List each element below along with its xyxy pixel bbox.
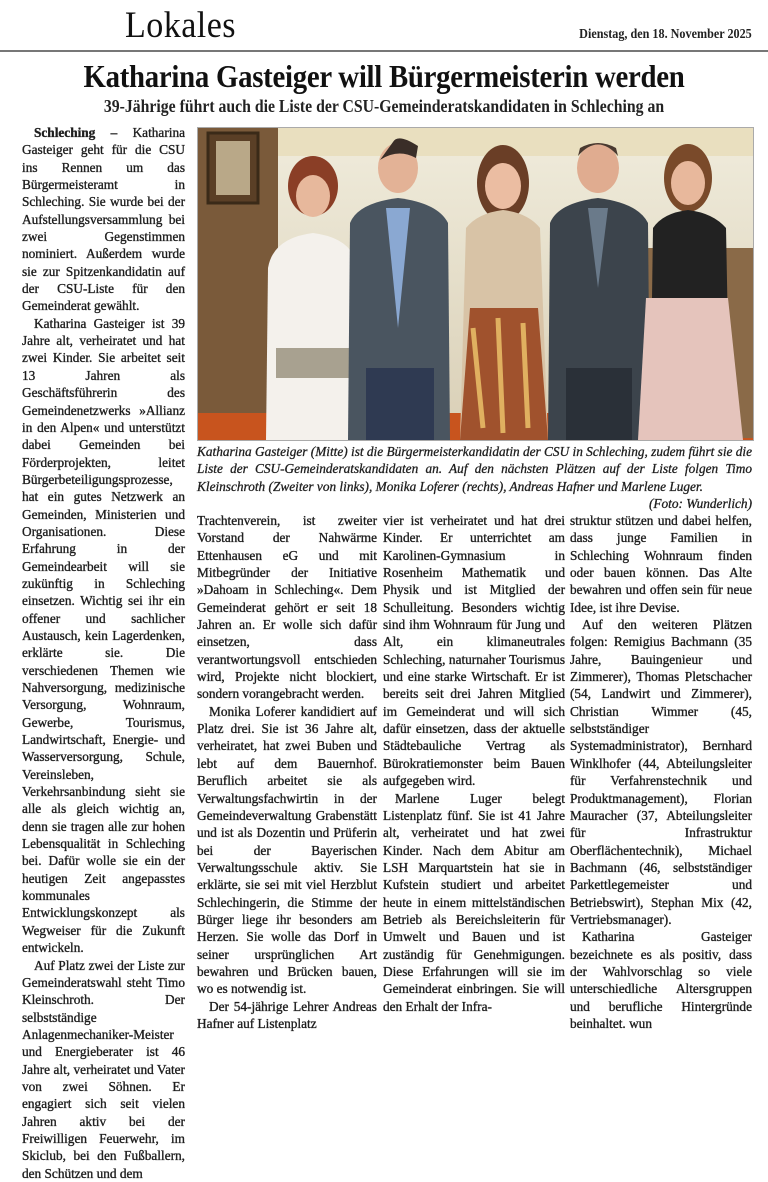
photo-credit: (Foto: Wunderlich)	[648, 495, 752, 511]
paragraph	[22, 124, 185, 315]
paragraph: Trachtenverein, ist zweiter Vorstand der Nahwärme Ettenhausen eG und mit Mitbegründer der Initiative »Dahoam in Schleching«. Dem Gemeinderat gehört er seit 18 Jahren an. Er wolle sich dafür einsetzen, dass verantwortungsvoll entschieden wird, Projekte nicht blockiert, sondern vorangebracht werden.	[197, 513, 377, 702]
photo-caption	[197, 443, 752, 512]
paragraph: Auf Platz zwei der Liste zur Gemeinderatswahl steht Timo Kleinschroth. Der selbstständige Anlagenmechaniker-Meister und Energieberater ist 46 Jahre alt, verheiratet und Vater von zwei Söhnen. Er engagiert sich seit vielen Jahren aktiv bei der Freiwilligen Feuerwehr, im Skiclub, bei den Fußballern, den Schützen und dem	[22, 957, 185, 1181]
article-column-4	[570, 512, 752, 1032]
publication-date: Dienstag, den 18. November 2025	[579, 26, 752, 41]
article-column-2	[197, 512, 377, 1032]
paragraph: Auf den weiteren Plätzen folgen: Remigius Bachmann (35 Jahre, Bauingenieur und Zimmerer), Thomas Pletschacher (54, Landwirt und Zimmerer), Christian Wimmer (45, selbstständiger Systemadministrator), Bernhard Winklhofer (44, Abteilungsleiter für Verfahrenstechnik und Produktmanagement), Florian Mauracher (37, Abteilungsleiter für Infrastruktur Oberflächentechnik), Michael Bachmann (46, selbstständiger Parkettlegemeister und Betriebswirt), Stephan Mix (42, Vertriebsmanager).	[570, 617, 752, 927]
paragraph: vier ist verheiratet und hat drei Kinder. Er unterrichtet am Karolinen-Gymnasium in Rosenheim Mathematik und Physik und ist Mitglied der Schulleitung. Besonders wichtig sind ihm Wohnraum für Jung und Alt, ein klimaneutrales Schleching, naturnaher Tourismus und eine starke Wirtschaft. Er ist bereits seit drei Jahren Mitglied im Gemeinderat und will sich dafür einsetzen, dass der aktuelle Städtebauliche Vertrag als Bürokratiemonster beim Bauen aufgegeben wird.	[383, 513, 565, 789]
group-photo-image	[198, 128, 753, 440]
paragraph: Monika Loferer kandidiert auf Platz drei. Sie ist 36 Jahre alt, verheiratet, hat zwei Buben und lebt auf dem Bauernhof. Beruflich arbeitet sie als Verwaltungsfachwirtin in der Gemeindeverwaltung Grabenstätt und ist als Dozentin und Prüferin bei der Bayerischen Verwaltungsschule aktiv. Sie erklärte, sie sei mit viel Herzblut Schlechingerin, die Stimme der Bürger liege ihr besonders am Herzen. Sie wolle das Dorf in seiner ursprünglichen Art bewahren und Brücken bauen, wo es notwendig ist.	[197, 703, 377, 997]
headline: Katharina Gasteiger will Bürgermeisterin werden	[83, 58, 685, 94]
header-rule	[0, 50, 768, 52]
article-column-1	[22, 124, 185, 1182]
paragraph: Katharina Gasteiger bezeichnete es als positiv, dass der Wahlvorschlag so viele unterschiedliche Altersgruppen und berufliche Hintergründe beinhaltet. wun	[570, 929, 752, 1031]
paragraph: struktur stützen und dabei helfen, dass junge Familien in Schleching Wohnraum finden oder bauen können. Das Alte bewahren und offen sein für neue Idee, ist ihre Devise.	[570, 513, 752, 615]
article-photo	[197, 127, 754, 441]
article-column-3	[383, 512, 565, 1015]
paragraph: Marlene Luger belegt Listenplatz fünf. Sie ist 41 Jahre alt, verheiratet und hat zwei Kinder. Nach dem Abitur am LSH Marquartstein hat sie in Kufstein studiert und arbeitet heute in einem mittelständischen Betrieb als Bereichsleiterin für Umwelt und Bauen und ist zuständig für Genehmigungen. Diese Erfahrungen will sie im Gemeinderat einbringen. Sie will den Erhalt der Infra-	[383, 790, 565, 1014]
caption-text: Katharina Gasteiger (Mitte) ist die Bürgermeisterkandidatin der CSU in Schleching, zudem führt sie die Liste der CSU-Gemeinderatskandidaten an. Auf den nächsten Plätzen auf der Liste folgen Timo Kleinschroth (Zweiter von links), Monika Loferer (rechts), Andreas Hafner und Marlene Luger.	[197, 444, 752, 494]
paragraph: Der 54-jährige Lehrer Andreas Hafner auf Listenplatz	[197, 998, 377, 1031]
section-title: Lokales	[125, 5, 236, 46]
subheadline: 39-Jährige führt auch die Liste der CSU-Gemeinderatskandidaten in Schleching an	[103, 96, 665, 116]
paragraph-text: – Katharina Gasteiger geht für die CSU ins Rennen um das Bürgermeisteramt in Schleching. Sie wurde bei der Aufstellungsversammlung bei zwei Gegenstimmen nominiert. Außerdem wurde sie zur Spitzenkandidatin auf der CSU-Liste für den Gemeinderat gewählt.	[22, 125, 185, 314]
dateline: Schleching	[34, 125, 96, 140]
paragraph: Katharina Gasteiger ist 39 Jahre alt, verheiratet und hat zwei Kinder. Sie arbeitet seit 13 Jahren als Geschäftsführerin des Gemeindenetzwerks »Allianz in den Alpen« und unterstützt dabei Gemeinden bei Förderprojekten, leitet Bürgerbeteiligungsprozesse, hat ein gutes Netzwerk an Gemeinden, Ministerien und Organisationen. Diese Erfahrung in der Gemeindearbeit will sie zukünftig in Schleching einsetzen. Wichtig sei ihr ein offener und sachlicher Austausch, kein Lagerdenken, erklärte sie. Die verschiedenen Themen wie Nahversorgung, medizinische Versorgung, Wohnraum, Gewerbe, Tourismus, Landwirtschaft, Energie- und Wasserversorgung, Schule, Vereinsleben, Verkehrsanbindung sieht sie alle als gleich wichtig an, denn sie tragen alle zur hohen Lebensqualität in Schleching bei. Dafür wolle sie ein der heutigen Zeit angepasstes kommunales Entwicklungskonzept als Wegweiser für die Zukunft entwickeln.	[22, 315, 185, 956]
